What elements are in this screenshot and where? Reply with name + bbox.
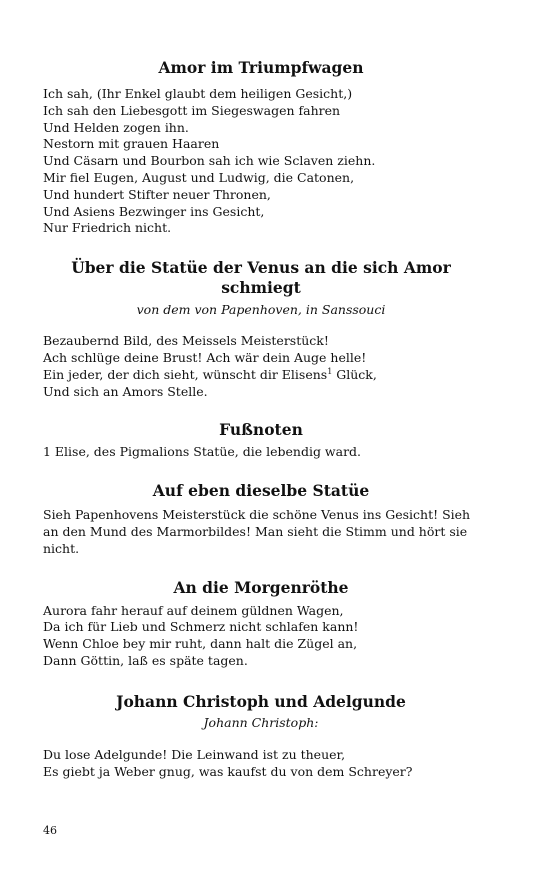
poem-line-end: Glück,	[332, 366, 377, 382]
poem-amor-im-triumpfwagen	[43, 58, 479, 237]
poem-line: Bezaubernd Bild, des Meissels Meisterstück!	[43, 333, 329, 349]
poem-auf-eben-dieselbe-statue	[43, 481, 479, 557]
poem-speaker: Johann Christoph:	[203, 714, 319, 730]
poem-text: Sieh Papenhovens Meisterstück die schöne Venus ins Gesicht! Sieh an den Mund des Marmorbildes! Man sieht die Stimm und hört sie nicht.	[43, 507, 471, 556]
poem-line: Du lose Adelgunde! Die Leinwand ist zu theuer,	[43, 746, 346, 762]
poem-johann-christoph-und-adelgunde	[43, 692, 479, 781]
poem-line: Dann Göttin, laß es späte tagen.	[43, 652, 248, 668]
poem-title: Über die Statüe der Venus an die sich Amor schmiegt	[71, 258, 451, 298]
poem-an-die-morgenroethe	[43, 578, 479, 670]
poem-title: Amor im Triumpfwagen	[158, 58, 364, 77]
page-number: 46	[43, 824, 57, 837]
poem-title: Johann Christoph und Adelgunde	[116, 691, 406, 711]
poem-line: Ach schlüge deine Brust! Ach wär dein Auge helle!	[43, 349, 367, 365]
poem-title: Auf eben dieselbe Statüe	[152, 481, 370, 501]
poem-line: Ich sah den Liebesgott im Siegeswagen fahren	[43, 102, 341, 118]
poem-line	[43, 367, 479, 384]
footnote-marker: 1	[327, 366, 333, 376]
footnotes-section	[43, 420, 479, 461]
poem-title: An die Morgenröthe	[173, 577, 349, 597]
poem-line: Es giebt ja Weber gnug, was kaufst du von dem Schreyer?	[43, 763, 413, 779]
page-content	[43, 58, 479, 780]
poem-line: Nur Friedrich nicht.	[43, 220, 172, 236]
footnotes-title: Fußnoten	[219, 420, 303, 440]
poem-line: Und Helden zogen ihn.	[43, 119, 189, 135]
footnote-text: 1 Elise, des Pigmalions Statüe, die lebendig ward.	[43, 444, 362, 460]
poem-line: Und sich an Amors Stelle.	[43, 383, 208, 399]
poem-line: Wenn Chloe bey mir ruht, dann halt die Zügel an,	[43, 636, 358, 652]
poem-line: Aurora fahr herauf auf deinem güldnen Wagen,	[43, 602, 344, 618]
poem-line: Da ich für Lieb und Schmerz nicht schlafen kann!	[43, 619, 359, 635]
poem-line: Und Asiens Bezwinger ins Gesicht,	[43, 203, 265, 219]
poem-line: Mir fiel Eugen, August und Ludwig, die Catonen,	[43, 169, 355, 185]
poem-subtitle: von dem von Papenhoven, in Sanssouci	[136, 302, 386, 318]
poem-line: Und hundert Stifter neuer Thronen,	[43, 186, 271, 202]
poem-line: Und Cäsarn und Bourbon sah ich wie Sclaven ziehn.	[43, 153, 376, 169]
poem-line: Nestorn mit grauen Haaren	[43, 136, 220, 152]
poem-venus-statue	[43, 258, 479, 400]
poem-line-text: Ein jeder, der dich sieht, wünscht dir Elisens	[43, 366, 328, 382]
poem-line: Ich sah, (Ihr Enkel glaubt dem heiligen Gesicht,)	[43, 86, 353, 101]
